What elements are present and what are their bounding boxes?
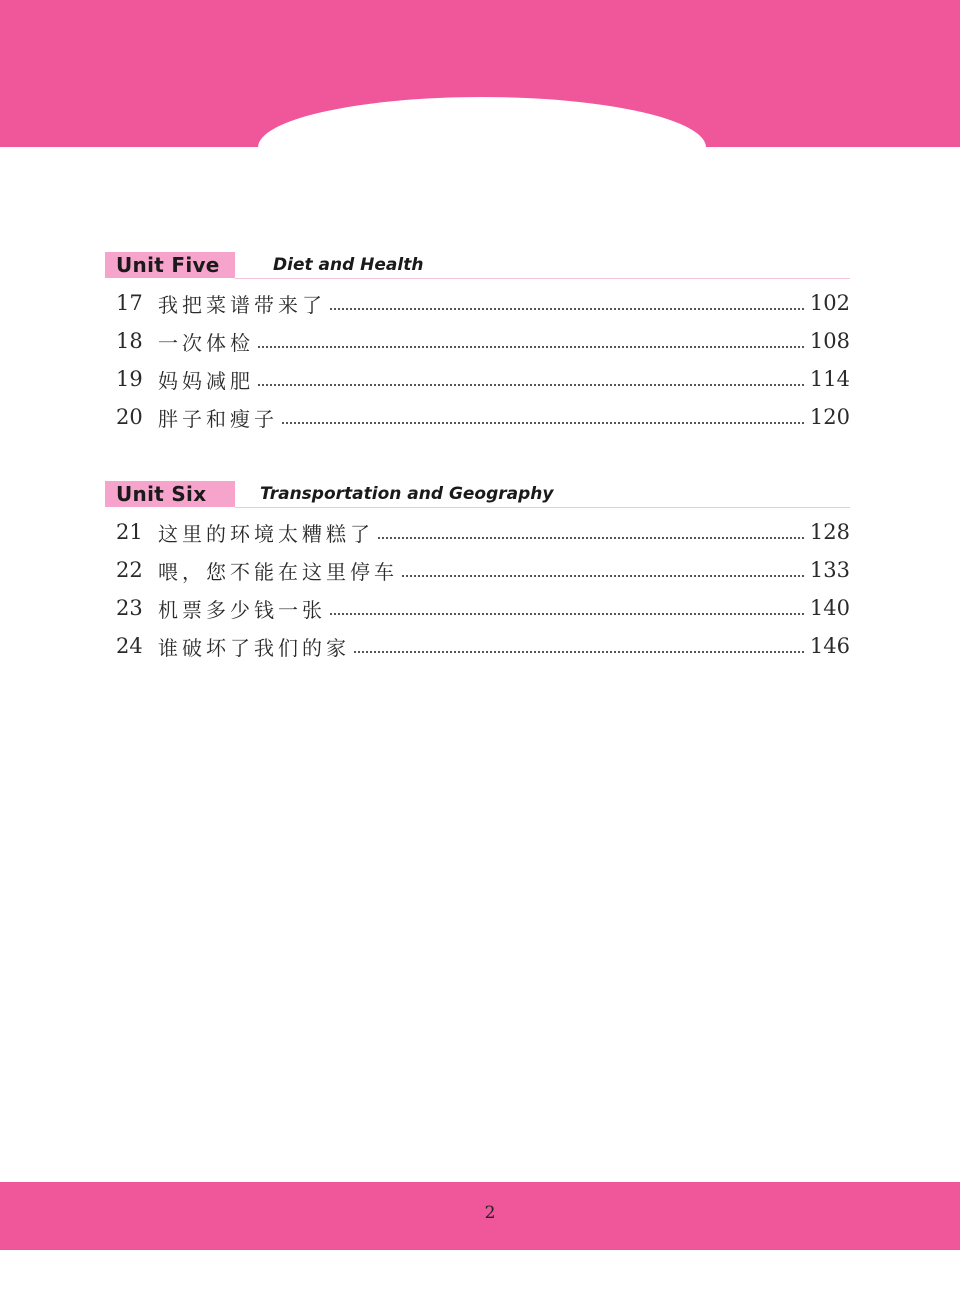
page-number: 133: [809, 558, 850, 582]
lesson-title: 谁破坏了我们的家: [158, 635, 350, 660]
dot-leader: [354, 651, 804, 653]
dot-leader: [258, 384, 804, 386]
lesson-title: 机票多少钱一张: [158, 597, 326, 622]
dot-leader: [402, 575, 804, 577]
lesson-number: 22: [116, 558, 143, 582]
toc-row[interactable]: [116, 594, 850, 622]
header-fill: [0, 147, 960, 167]
toc-row[interactable]: [116, 289, 850, 317]
lesson-number: 23: [116, 596, 143, 620]
lesson-title: 喂，您不能在这里停车: [158, 559, 398, 584]
page-number: 114: [809, 367, 850, 391]
dot-leader: [258, 346, 804, 348]
lesson-number: 19: [116, 367, 143, 391]
lesson-number: 20: [116, 405, 143, 429]
dot-leader: [330, 613, 804, 615]
unit-title: Diet and Health: [273, 255, 424, 275]
page-number: 102: [809, 291, 850, 315]
page-number: 128: [809, 520, 850, 544]
lesson-number: 17: [116, 291, 143, 315]
unit-six-header: [105, 481, 850, 509]
lesson-title: 一次体检: [158, 330, 254, 355]
lesson-number: 21: [116, 520, 143, 544]
page-number: 140: [809, 596, 850, 620]
toc-row[interactable]: [116, 403, 850, 431]
lesson-title: 妈妈减肥: [158, 368, 254, 393]
toc-row[interactable]: [116, 327, 850, 355]
lesson-title: 我把菜谱带来了: [158, 292, 326, 317]
lesson-title: 这里的环境太糟糕了: [158, 521, 374, 546]
lesson-number: 24: [116, 634, 143, 658]
page-number: 146: [809, 634, 850, 658]
toc-row[interactable]: [116, 632, 850, 660]
toc-row[interactable]: [116, 556, 850, 584]
dot-leader: [378, 537, 804, 539]
toc-row[interactable]: [116, 518, 850, 546]
unit-rule: [235, 507, 850, 508]
unit-rule: [235, 278, 850, 279]
toc-row[interactable]: [116, 365, 850, 393]
lesson-title: 胖子和瘦子: [158, 406, 278, 431]
footer-page-number: 2: [484, 1203, 496, 1223]
lesson-number: 18: [116, 329, 143, 353]
unit-label: Unit Six: [105, 481, 235, 507]
dot-leader: [330, 308, 804, 310]
unit-label: Unit Five: [105, 252, 235, 278]
unit-five-header: [105, 252, 850, 280]
page-number: 120: [809, 405, 850, 429]
dot-leader: [282, 422, 804, 424]
unit-title: Transportation and Geography: [260, 484, 554, 504]
page-number: 108: [809, 329, 850, 353]
